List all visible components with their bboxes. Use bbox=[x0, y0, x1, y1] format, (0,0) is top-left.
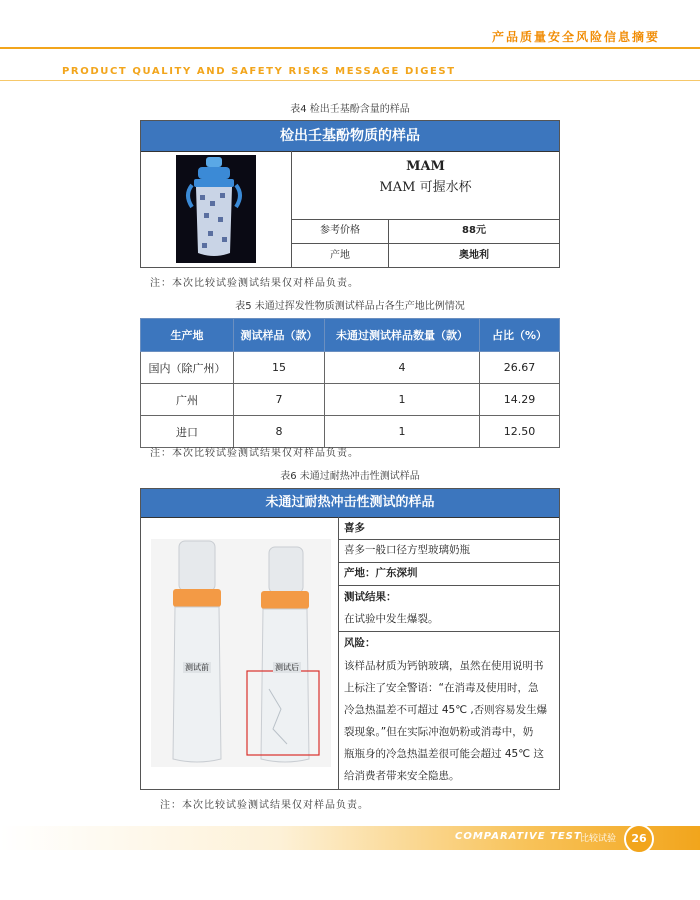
table5-cell: 国内（除广州） bbox=[141, 352, 234, 384]
table6-note: 注：本次比较试验测试结果仅对样品负责。 bbox=[160, 800, 369, 811]
origin-label: 产地 bbox=[292, 244, 389, 268]
table-row bbox=[141, 384, 560, 416]
table4-caption: 表4 检出壬基酚含量的样品 bbox=[290, 104, 410, 115]
label-after: 测试后 bbox=[275, 663, 299, 672]
table4-origin-row bbox=[292, 244, 559, 268]
table4-title: 检出壬基酚物质的样品 bbox=[141, 121, 559, 152]
table-row bbox=[141, 352, 560, 384]
risk-label: 风险： bbox=[344, 637, 376, 649]
table6-caption: 表6 未通过耐热冲击性测试样品 bbox=[280, 471, 420, 482]
divider bbox=[339, 631, 559, 632]
table5-cell: 12.50 bbox=[480, 416, 560, 448]
section-title-cn: 产品质量安全风险信息摘要 bbox=[491, 30, 660, 44]
table4-product-name: MAM 可握水杯 bbox=[379, 180, 472, 195]
table5-col-origin: 生产地 bbox=[141, 319, 234, 352]
table5-cell: 广州 bbox=[141, 384, 234, 416]
table6-product-name: 喜多一般口径方型玻璃奶瓶 bbox=[344, 544, 470, 556]
risk-line: 给消费者带来安全隐患。 bbox=[344, 770, 460, 782]
table5-note: 注：本次比较试验测试结果仅对样品负责。 bbox=[150, 448, 359, 459]
table6-brand: 喜多 bbox=[344, 522, 365, 534]
divider bbox=[339, 562, 559, 563]
risk-line: 上标注了安全警语：“在消毒及使用时，急 bbox=[344, 682, 539, 694]
result-text: 在试验中发生爆裂。 bbox=[344, 613, 439, 625]
table4-price-row bbox=[292, 219, 559, 244]
table6-photo-cell bbox=[141, 517, 339, 789]
table6-title: 未通过耐热冲击性测试的样品 bbox=[141, 489, 559, 518]
divider bbox=[339, 539, 559, 540]
table5-cell: 1 bbox=[325, 384, 480, 416]
origin-value: 奥地利 bbox=[459, 250, 489, 261]
table5-cell: 1 bbox=[325, 416, 480, 448]
table5-header-row bbox=[141, 319, 560, 352]
table5-cell: 进口 bbox=[141, 416, 234, 448]
baby-cup-photo bbox=[176, 155, 256, 263]
risk-line: 冷急热温差不可超过 45℃ ,否则容易发生爆 bbox=[344, 704, 548, 716]
table5-cell: 7 bbox=[234, 384, 325, 416]
footer-section-en: COMPARATIVE TEST bbox=[455, 831, 582, 842]
table6 bbox=[140, 488, 560, 790]
table-row bbox=[141, 416, 560, 448]
price-label: 参考价格 bbox=[292, 219, 389, 243]
table4 bbox=[140, 120, 560, 268]
price-value: 88元 bbox=[462, 225, 486, 236]
table5-cell: 4 bbox=[325, 352, 480, 384]
divider bbox=[339, 585, 559, 586]
table5-col-tested: 测试样品（款） bbox=[234, 319, 325, 352]
table5 bbox=[140, 318, 560, 448]
table5-cell: 26.67 bbox=[480, 352, 560, 384]
table5-col-ratio: 占比（%） bbox=[480, 319, 560, 352]
table4-product-cell bbox=[292, 151, 559, 220]
risk-line: 裂现象。”但在实际冲泡奶粉或消毒中，奶 bbox=[344, 726, 534, 738]
table5-caption: 表5 未通过挥发性物质测试样品占各生产地比例情况 bbox=[235, 301, 465, 312]
table5-col-failed: 未通过测试样品数量（款） bbox=[325, 319, 480, 352]
risk-line: 瓶瓶身的冷急热温差很可能会超过 45℃ 这 bbox=[344, 748, 544, 760]
table6-origin: 产地：广东深圳 bbox=[344, 567, 418, 579]
table5-cell: 14.29 bbox=[480, 384, 560, 416]
table4-image-cell bbox=[141, 151, 292, 267]
footer-section-cn: 比较试验 bbox=[580, 834, 617, 844]
table4-note: 注：本次比较试验测试结果仅对样品负责。 bbox=[150, 278, 359, 289]
section-title-en: PRODUCT QUALITY AND SAFETY RISKS MESSAGE DIGEST bbox=[62, 66, 456, 77]
risk-line: 该样品材质为钙钠玻璃，虽然在使用说明书 bbox=[344, 660, 544, 672]
label-before: 测试前 bbox=[185, 663, 209, 672]
page-number: 26 bbox=[624, 824, 654, 854]
glass-bottles-photo bbox=[151, 539, 331, 767]
table4-brand: MAM bbox=[406, 159, 445, 174]
result-label: 测试结果： bbox=[344, 591, 397, 603]
table6-info-cell bbox=[339, 517, 559, 789]
table5-cell: 15 bbox=[234, 352, 325, 384]
header-rule-thin bbox=[0, 80, 700, 81]
table5-cell: 8 bbox=[234, 416, 325, 448]
header-rule bbox=[0, 47, 700, 49]
